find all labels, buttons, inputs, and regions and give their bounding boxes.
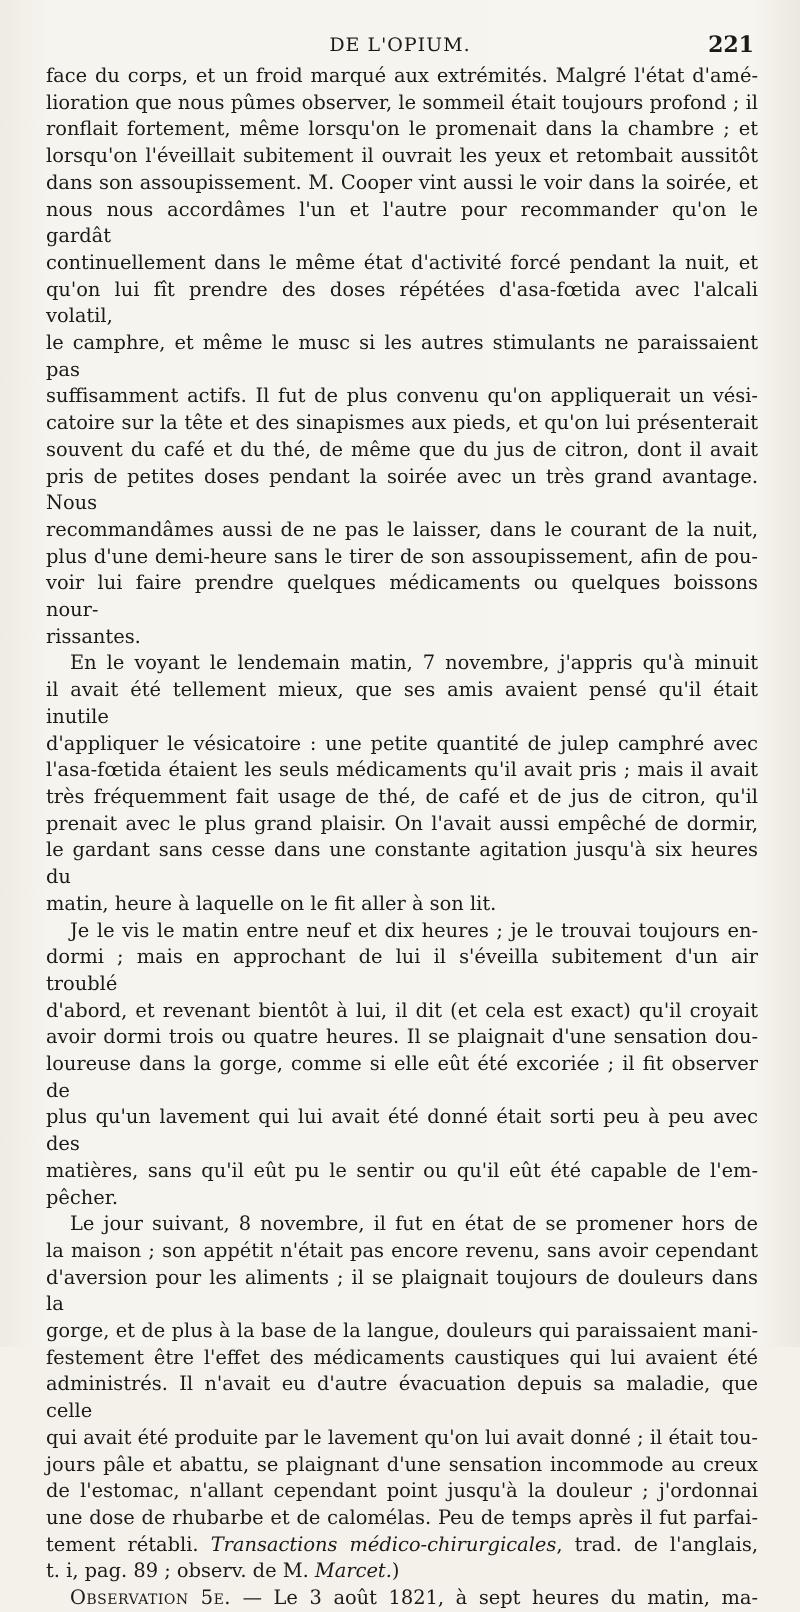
- paragraph-2: [46, 650, 758, 917]
- text-line: pris de petites doses pendant la soirée avec un très grand avantage. Nous: [46, 464, 758, 515]
- text-line: Je le vis le matin entre neuf et dix heures ; je le trouvai toujours en-: [70, 918, 758, 942]
- text-line: le camphre, et même le musc si les autres stimulants ne paraissaient pas: [46, 331, 758, 381]
- text-run: ): [391, 1559, 400, 1583]
- citation-author: Marcet.: [314, 1559, 392, 1583]
- text-line: avoir dormi trois ou quatre heures. Il se plaignait d'une sensation dou-: [46, 1025, 758, 1049]
- citation-title: Transactions médico-chirurgicales: [210, 1532, 557, 1556]
- page-number: 221: [708, 32, 754, 58]
- text-line: souvent du café et du thé, de même que du jus de citron, dont il avait: [46, 437, 758, 461]
- text-line: administrés. Il n'avait eu d'autre évacuation depuis sa maladie, que celle: [46, 1372, 758, 1423]
- text-line: face du corps, et un froid marqué aux extrémités. Malgré l'état d'amé-: [46, 64, 758, 87]
- page-header: [46, 34, 754, 64]
- text-line: Le jour suivant, 8 novembre, il fut en état de se promener hors de: [70, 1212, 758, 1236]
- text-line: loureuse dans la gorge, comme si elle eût été excoriée ; il fit observer de: [46, 1052, 758, 1102]
- body-text: [46, 63, 758, 1612]
- text-line: matin, heure à laquelle on le fit aller à son lit.: [46, 891, 497, 915]
- observation-heading-line: [46, 1585, 758, 1612]
- text-line: En le voyant le lendemain matin, 7 novembre, j'appris qu'à minuit: [70, 651, 758, 675]
- text-line: une dose de rhubarbe et de calomélas. Peu de temps après il fut parfai-: [46, 1505, 758, 1529]
- paragraph-4: [46, 1211, 758, 1585]
- text-line: d'aversion pour les aliments ; il se plaignait toujours de douleurs dans la: [46, 1265, 758, 1316]
- text-line: suffisamment actifs. Il fut de plus convenu qu'on appliquerait un vési-: [46, 384, 758, 408]
- text-line: voir lui faire prendre quelques médicaments ou quelques boissons nour-: [46, 571, 758, 622]
- text-line: il avait été tellement mieux, que ses amis avaient pensé qu'il était inutile: [46, 678, 758, 728]
- text-line: dans son assoupissement. M. Cooper vint aussi le voir dans la soirée, et: [46, 170, 758, 194]
- text-line-with-citation: [46, 1558, 758, 1585]
- text-line: qu'on lui fît prendre des doses répétées d'asa-fœtida avec l'alcali volatil,: [46, 277, 758, 328]
- text-line: très fréquemment fait usage de thé, de café et de jus de citron, qu'il: [46, 784, 758, 808]
- paragraph-1: [46, 63, 758, 650]
- paragraph-5: [46, 1585, 758, 1612]
- text-line: qui avait été produite par le lavement qu'on lui avait donné ; il était tou-: [46, 1425, 758, 1449]
- text-line: matières, sans qu'il eût pu le sentir ou qu'il eût été capable de l'em-: [46, 1158, 758, 1182]
- text-line-with-citation: [46, 1532, 758, 1559]
- text-run: — Le 3 août 1821, à sept heures du matin, ma-: [230, 1586, 758, 1610]
- text-line: rissantes.: [46, 624, 141, 648]
- text-line: la maison ; son appétit n'était pas encore revenu, sans avoir cependant: [46, 1238, 758, 1262]
- paragraph-3: [46, 918, 758, 1212]
- text-line: plus d'une demi-heure sans le tirer de son assoupissement, afin de pou-: [46, 544, 758, 568]
- text-line: prenait avec le plus grand plaisir. On l'avait aussi empêché de dormir,: [46, 811, 758, 835]
- text-line: jours pâle et abattu, se plaignant d'une sensation incommode au creux: [46, 1452, 758, 1476]
- text-line: plus qu'un lavement qui lui avait été donné était sorti peu à peu avec des: [46, 1105, 758, 1156]
- text-line: pêcher.: [46, 1185, 119, 1209]
- running-head: DE L'OPIUM.: [329, 34, 471, 56]
- text-run: , trad. de l'anglais,: [556, 1532, 758, 1556]
- text-line: recommandâmes aussi de ne pas le laisser, dans le courant de la nuit,: [46, 517, 758, 541]
- text-line: le gardant sans cesse dans une constante agitation jusqu'à six heures du: [46, 838, 758, 889]
- text-line: de l'estomac, n'allant cependant point jusqu'à la douleur ; j'ordonnai: [46, 1479, 758, 1503]
- text-run: t. i, pag. 89 ; observ. de M.: [46, 1559, 315, 1583]
- text-line: l'asa-fœtida étaient les seuls médicaments qu'il avait pris ; mais il avait: [46, 758, 758, 782]
- text-line: festement être l'effet des médicaments caustiques qui lui avaient été: [46, 1345, 758, 1369]
- text-line: catoire sur la tête et des sinapismes aux pieds, et qu'on lui présenterait: [46, 411, 758, 435]
- text-line: lioration que nous pûmes observer, le sommeil était toujours profond ; il: [46, 90, 758, 114]
- text-line: d'appliquer le vésicatoire : une petite quantité de julep camphré avec: [46, 731, 758, 755]
- text-line: gorge, et de plus à la base de la langue, douleurs qui paraissaient mani-: [46, 1319, 758, 1343]
- text-line: dormi ; mais en approchant de lui il s'éveilla subitement d'un air troublé: [46, 945, 758, 995]
- text-line: lorsqu'on l'éveillait subitement il ouvrait les yeux et retombait aussitôt: [46, 144, 758, 168]
- text-line: d'abord, et revenant bientôt à lui, il dit (et cela est exact) qu'il croyait: [46, 998, 758, 1022]
- observation-label: Observation 5e.: [70, 1586, 231, 1610]
- text-run: tement rétabli.: [46, 1532, 211, 1556]
- text-line: continuellement dans le même état d'activité forcé pendant la nuit, et: [46, 250, 758, 274]
- text-line: nous nous accordâmes l'un et l'autre pour recommander qu'on le gardât: [46, 197, 758, 248]
- text-line: ronflait fortement, même lorsqu'on le promenait dans la chambre ; et: [46, 117, 758, 141]
